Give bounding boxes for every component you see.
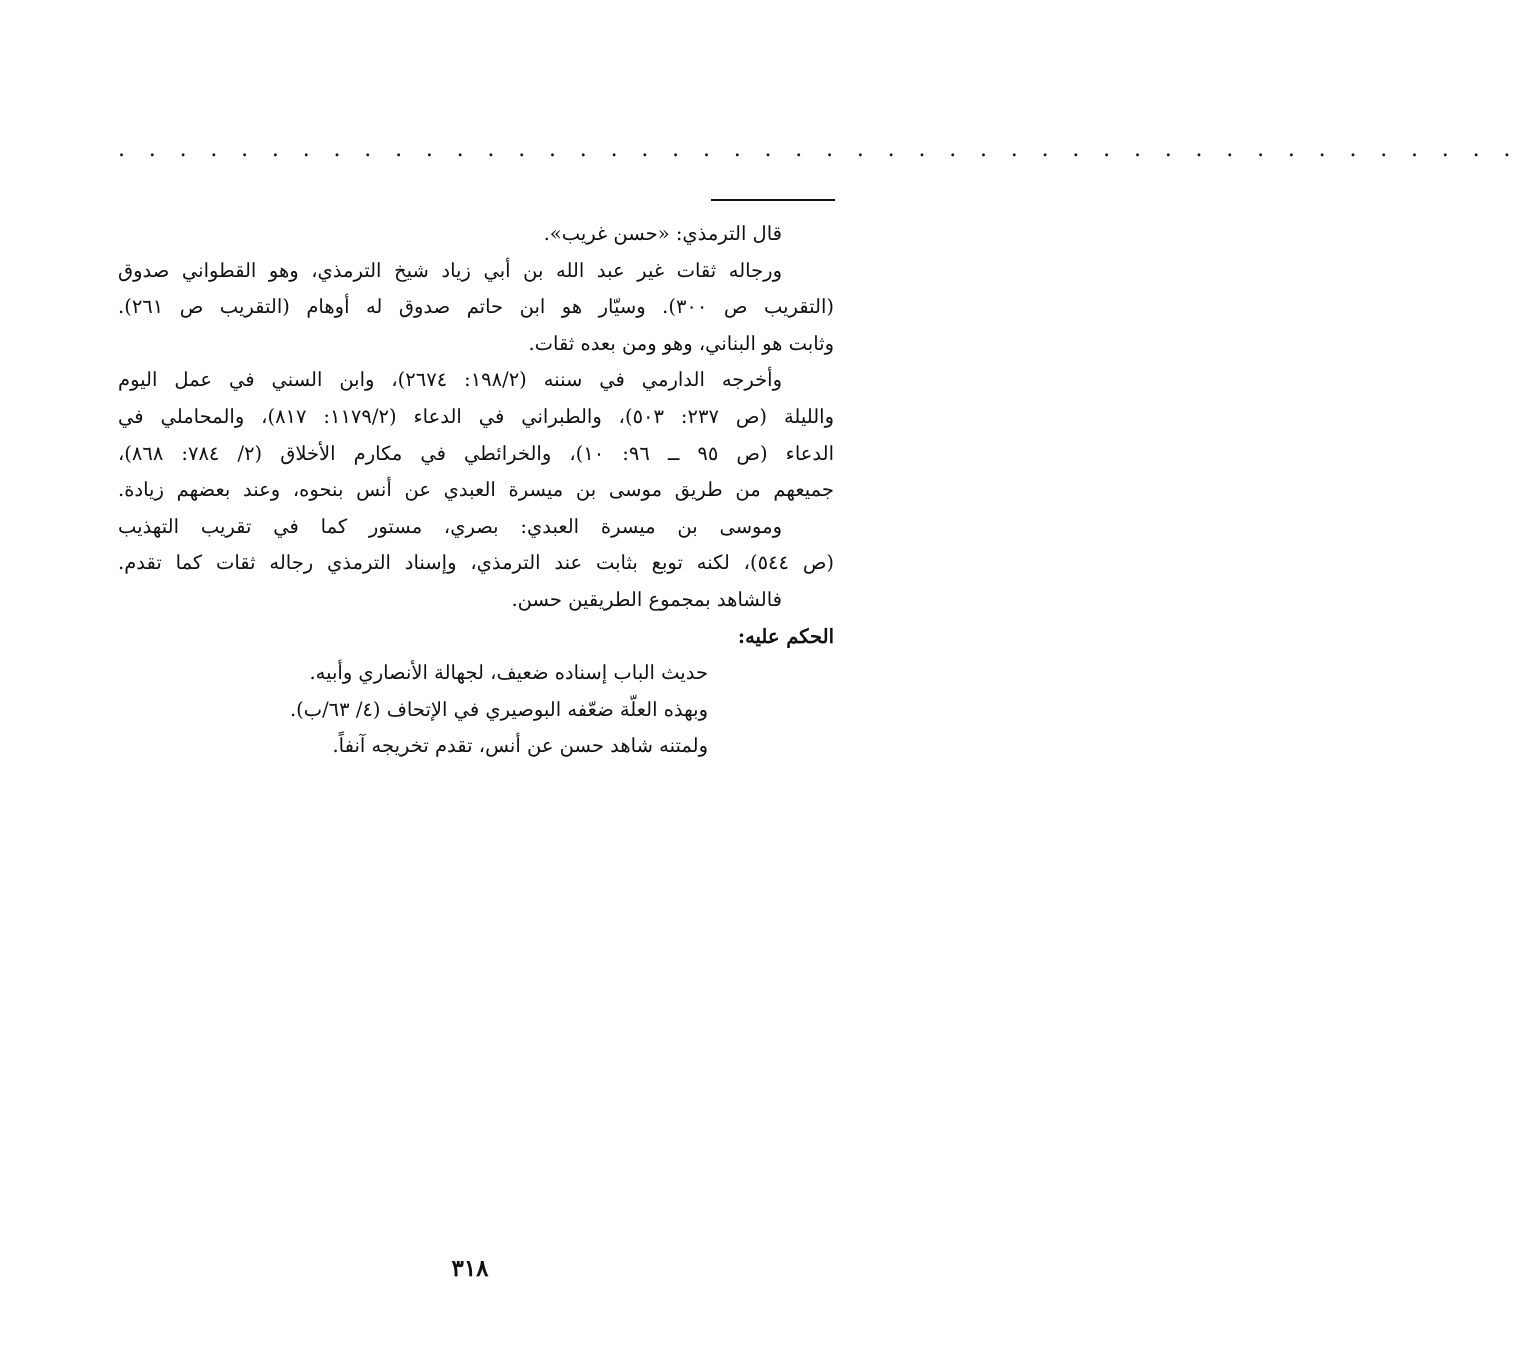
page-body bbox=[118, 216, 834, 765]
dotted-separator: . . . . . . . . . . . . . . . . . . . . . . . . . . . . . . . . . . . . . . . . . . . . . . bbox=[118, 137, 1519, 162]
paragraph-line: قال الترمذي: «حسن غريب». bbox=[543, 222, 782, 245]
verdict-line: حديث الباب إسناده ضعيف، لجهالة الأنصاري وأبيه. bbox=[309, 661, 708, 685]
paragraph-line: وثابت هو البناني، وهو ومن بعده ثقات. bbox=[528, 331, 834, 355]
paragraph-line: ورجاله ثقات غير عبد الله بن أبي زياد شيخ الترمذي، وهو القطواني صدوق bbox=[118, 258, 782, 282]
paragraph-line: وأخرجه الدارمي في سننه (١٩٨/٢: ٢٦٧٤)، وابن السني في عمل اليوم bbox=[118, 368, 782, 392]
paragraph-line: جميعهم من طريق موسى بن ميسرة العبدي عن أنس بنحوه، وعند بعضهم زيادة. bbox=[118, 478, 834, 502]
verdict-line: وبهذه العلّة ضعّفه البوصيري في الإتحاف (٤/ ٦٣/ب). bbox=[289, 697, 708, 721]
paragraph-line: الدعاء (ص ٩٥ ــ ٩٦: ١٠)، والخرائطي في مكارم الأخلاق (٢/ ٧٨٤: ٨٦٨)، bbox=[118, 441, 835, 465]
paragraph-line: (ص ٥٤٤)، لكنه توبع بثابت عند الترمذي، وإسناد الترمذي رجاله ثقات كما تقدم. bbox=[118, 551, 834, 575]
paragraph-line: وموسى بن ميسرة العبدي: بصري، مستور كما في تقريب التهذيب bbox=[118, 514, 782, 538]
paragraph-line: (التقريب ص ٣٠٠). وسيّار هو ابن حاتم صدوق له أوهام (التقريب ص ٢٦١). bbox=[118, 295, 834, 319]
paragraph-line: فالشاهد بمجموع الطريقين حسن. bbox=[511, 587, 782, 611]
verdict-line: ولمتنه شاهد حسن عن أنس، تقدم تخريجه آنفاً. bbox=[332, 734, 708, 758]
paragraph-line: والليلة (ص ٢٣٧: ٥٠٣)، والطبراني في الدعاء (١١٧٩/٢: ٨١٧)، والمحاملي في bbox=[118, 404, 834, 428]
footnote-rule bbox=[711, 199, 835, 201]
section-heading: الحكم عليه: bbox=[737, 624, 834, 648]
page-number: ٣١٨ bbox=[451, 1255, 489, 1282]
